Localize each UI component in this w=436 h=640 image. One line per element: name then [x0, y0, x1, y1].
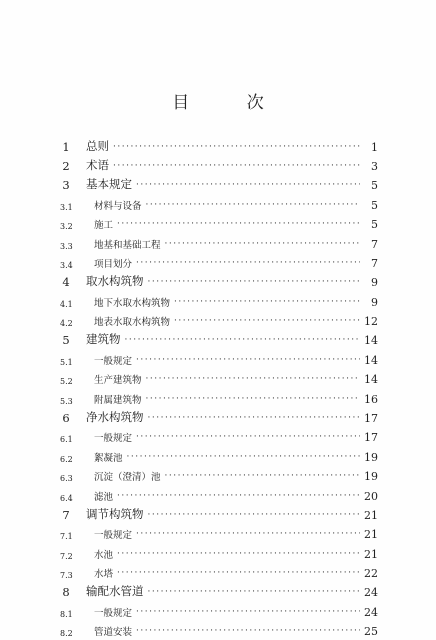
toc-entry-number: 7.3: [60, 571, 73, 580]
toc-entry-label: 净水构筑物: [86, 409, 144, 424]
toc-section-row: [52, 619, 378, 639]
toc-leader-dots: [146, 395, 360, 406]
toc-entry-number: 5.2: [60, 377, 73, 386]
toc-leader-dots: [148, 414, 361, 425]
toc-entry-number: 6.2: [60, 454, 73, 464]
toc-leader-dots: [125, 336, 361, 347]
toc-chapter-row: [52, 270, 378, 289]
toc-entry-label: 施工: [94, 220, 114, 231]
toc-chapter-row: [52, 406, 378, 425]
toc-entry-page: 19: [364, 450, 378, 464]
toc-entry-label: 水池: [94, 549, 114, 561]
toc-section-row: [52, 541, 378, 561]
toc-entry-number: 6.4: [60, 493, 73, 503]
toc-entry-number: 1: [62, 140, 70, 154]
toc-entry-page: 3: [371, 160, 378, 173]
toc-entry-number: 6.3: [60, 474, 73, 483]
table-of-contents: [52, 135, 378, 638]
toc-section-row: [52, 522, 378, 542]
toc-section-row: [52, 309, 378, 329]
toc-section-row: [52, 289, 378, 309]
toc-leader-dots: [174, 317, 360, 328]
toc-section-row: [52, 444, 378, 464]
toc-leader-dots: [113, 143, 360, 154]
toc-chapter-row: [52, 503, 378, 522]
toc-section-row: [52, 483, 378, 503]
toc-entry-number: 7.1: [60, 532, 73, 541]
page-title: 目 次: [172, 93, 290, 113]
toc-entry-page: 14: [364, 353, 378, 367]
toc-entry-label: 建筑物: [86, 332, 121, 346]
toc-leader-dots: [136, 259, 360, 270]
toc-entry-number: 7.2: [60, 551, 73, 561]
toc-chapter-row: [52, 580, 378, 599]
toc-entry-number: 3.3: [60, 241, 73, 251]
toc-entry-label: 管道安装: [94, 627, 133, 638]
toc-leader-dots: [148, 511, 361, 522]
toc-entry-label: 地下水取水构筑物: [94, 297, 171, 309]
toc-leader-dots: [165, 472, 360, 483]
toc-entry-page: 19: [364, 470, 378, 483]
toc-section-row: [52, 367, 378, 387]
toc-entry-label: 滤池: [94, 491, 114, 503]
toc-entry-page: 25: [364, 625, 378, 638]
toc-leader-dots: [117, 492, 360, 503]
toc-leader-dots: [174, 298, 360, 309]
toc-entry-number: 5: [62, 333, 70, 347]
toc-entry-page: 21: [364, 547, 378, 561]
toc-leader-dots: [127, 453, 360, 464]
toc-entry-page: 21: [364, 528, 378, 541]
toc-entry-page: 14: [364, 373, 378, 386]
toc-entry-number: 4.1: [60, 299, 73, 309]
toc-entry-page: 24: [364, 586, 378, 599]
toc-entry-page: 17: [364, 411, 378, 425]
toc-entry-label: 一般规定: [94, 433, 133, 444]
toc-entry-page: 9: [371, 276, 378, 289]
toc-entry-page: 9: [371, 295, 378, 309]
toc-entry-label: 生产建筑物: [94, 375, 142, 386]
toc-chapter-row: [52, 328, 378, 347]
toc-chapter-row: [52, 173, 378, 192]
toc-entry-page: 12: [364, 315, 378, 328]
toc-entry-page: 22: [364, 567, 378, 580]
toc-leader-dots: [136, 627, 360, 638]
toc-leader-dots: [117, 220, 360, 231]
toc-leader-dots: [148, 278, 361, 289]
toc-section-row: [52, 347, 378, 367]
toc-entry-label: 一般规定: [94, 355, 133, 367]
toc-entry-number: 8: [62, 585, 70, 599]
toc-entry-label: 地基和基础工程: [94, 239, 161, 251]
toc-entry-page: 1: [371, 141, 378, 154]
toc-entry-label: 术语: [86, 158, 109, 172]
toc-entry-label: 总则: [86, 139, 109, 153]
toc-leader-dots: [136, 433, 360, 444]
toc-entry-page: 14: [364, 334, 378, 347]
toc-leader-dots: [136, 181, 360, 192]
toc-section-row: [52, 561, 378, 581]
toc-section-row: [52, 599, 378, 619]
toc-entry-label: 沉淀（澄清）池: [94, 472, 161, 483]
toc-entry-number: 3: [62, 178, 70, 192]
toc-entry-number: 6.1: [60, 435, 73, 444]
toc-entry-number: 5.3: [60, 396, 73, 406]
toc-entry-page: 7: [371, 237, 378, 251]
toc-section-row: [52, 386, 378, 406]
toc-leader-dots: [136, 530, 360, 541]
toc-section-row: [52, 231, 378, 251]
toc-entry-page: 21: [364, 508, 378, 522]
toc-entry-page: 16: [364, 392, 378, 406]
toc-entry-label: 地表水取水构筑物: [94, 317, 171, 328]
toc-entry-number: 2: [62, 159, 70, 173]
toc-entry-label: 附属建筑物: [94, 394, 142, 406]
toc-entry-label: 基本规定: [86, 177, 132, 191]
toc-leader-dots: [117, 550, 360, 561]
toc-entry-page: 20: [364, 489, 378, 503]
toc-entry-page: 5: [371, 179, 378, 192]
toc-entry-number: 3.1: [60, 202, 73, 212]
toc-entry-number: 4.2: [60, 319, 73, 328]
toc-leader-dots: [117, 569, 360, 580]
toc-section-row: [52, 425, 378, 445]
toc-entry-number: 4: [62, 275, 70, 289]
toc-section-row: [52, 192, 378, 212]
toc-entry-label: 取水构筑物: [86, 274, 144, 288]
toc-entry-label: 材料与设备: [94, 200, 142, 212]
toc-section-row: [52, 212, 378, 232]
toc-section-row: [52, 251, 378, 271]
toc-leader-dots: [136, 356, 360, 367]
toc-section-row: [52, 464, 378, 484]
toc-leader-dots: [136, 608, 360, 619]
toc-entry-page: 24: [364, 605, 378, 619]
toc-entry-page: 17: [364, 431, 378, 444]
toc-entry-label: 水塔: [94, 569, 114, 580]
toc-leader-dots: [165, 240, 360, 251]
toc-entry-label: 一般规定: [94, 530, 133, 541]
toc-entry-page: 7: [371, 257, 378, 270]
toc-chapter-row: [52, 154, 378, 173]
toc-leader-dots: [146, 201, 360, 212]
toc-entry-number: 3.2: [60, 222, 73, 231]
toc-entry-label: 调节构筑物: [86, 506, 144, 521]
toc-entry-number: 6: [62, 410, 70, 425]
toc-entry-label: 输配水管道: [86, 584, 144, 598]
toc-entry-label: 项目划分: [94, 259, 133, 270]
toc-entry-page: 5: [371, 198, 378, 212]
toc-entry-label: 絮凝池: [94, 452, 123, 464]
toc-entry-page: 5: [371, 218, 378, 231]
toc-leader-dots: [146, 375, 360, 386]
toc-entry-number: 8.2: [60, 629, 73, 638]
toc-leader-dots: [148, 588, 361, 599]
toc-chapter-row: [52, 135, 378, 154]
toc-entry-number: 7: [62, 507, 70, 522]
toc-leader-dots: [113, 162, 360, 173]
toc-entry-number: 3.4: [60, 261, 73, 270]
toc-entry-number: 5.1: [60, 357, 73, 367]
toc-entry-number: 8.1: [60, 609, 73, 619]
toc-entry-label: 一般规定: [94, 607, 133, 619]
